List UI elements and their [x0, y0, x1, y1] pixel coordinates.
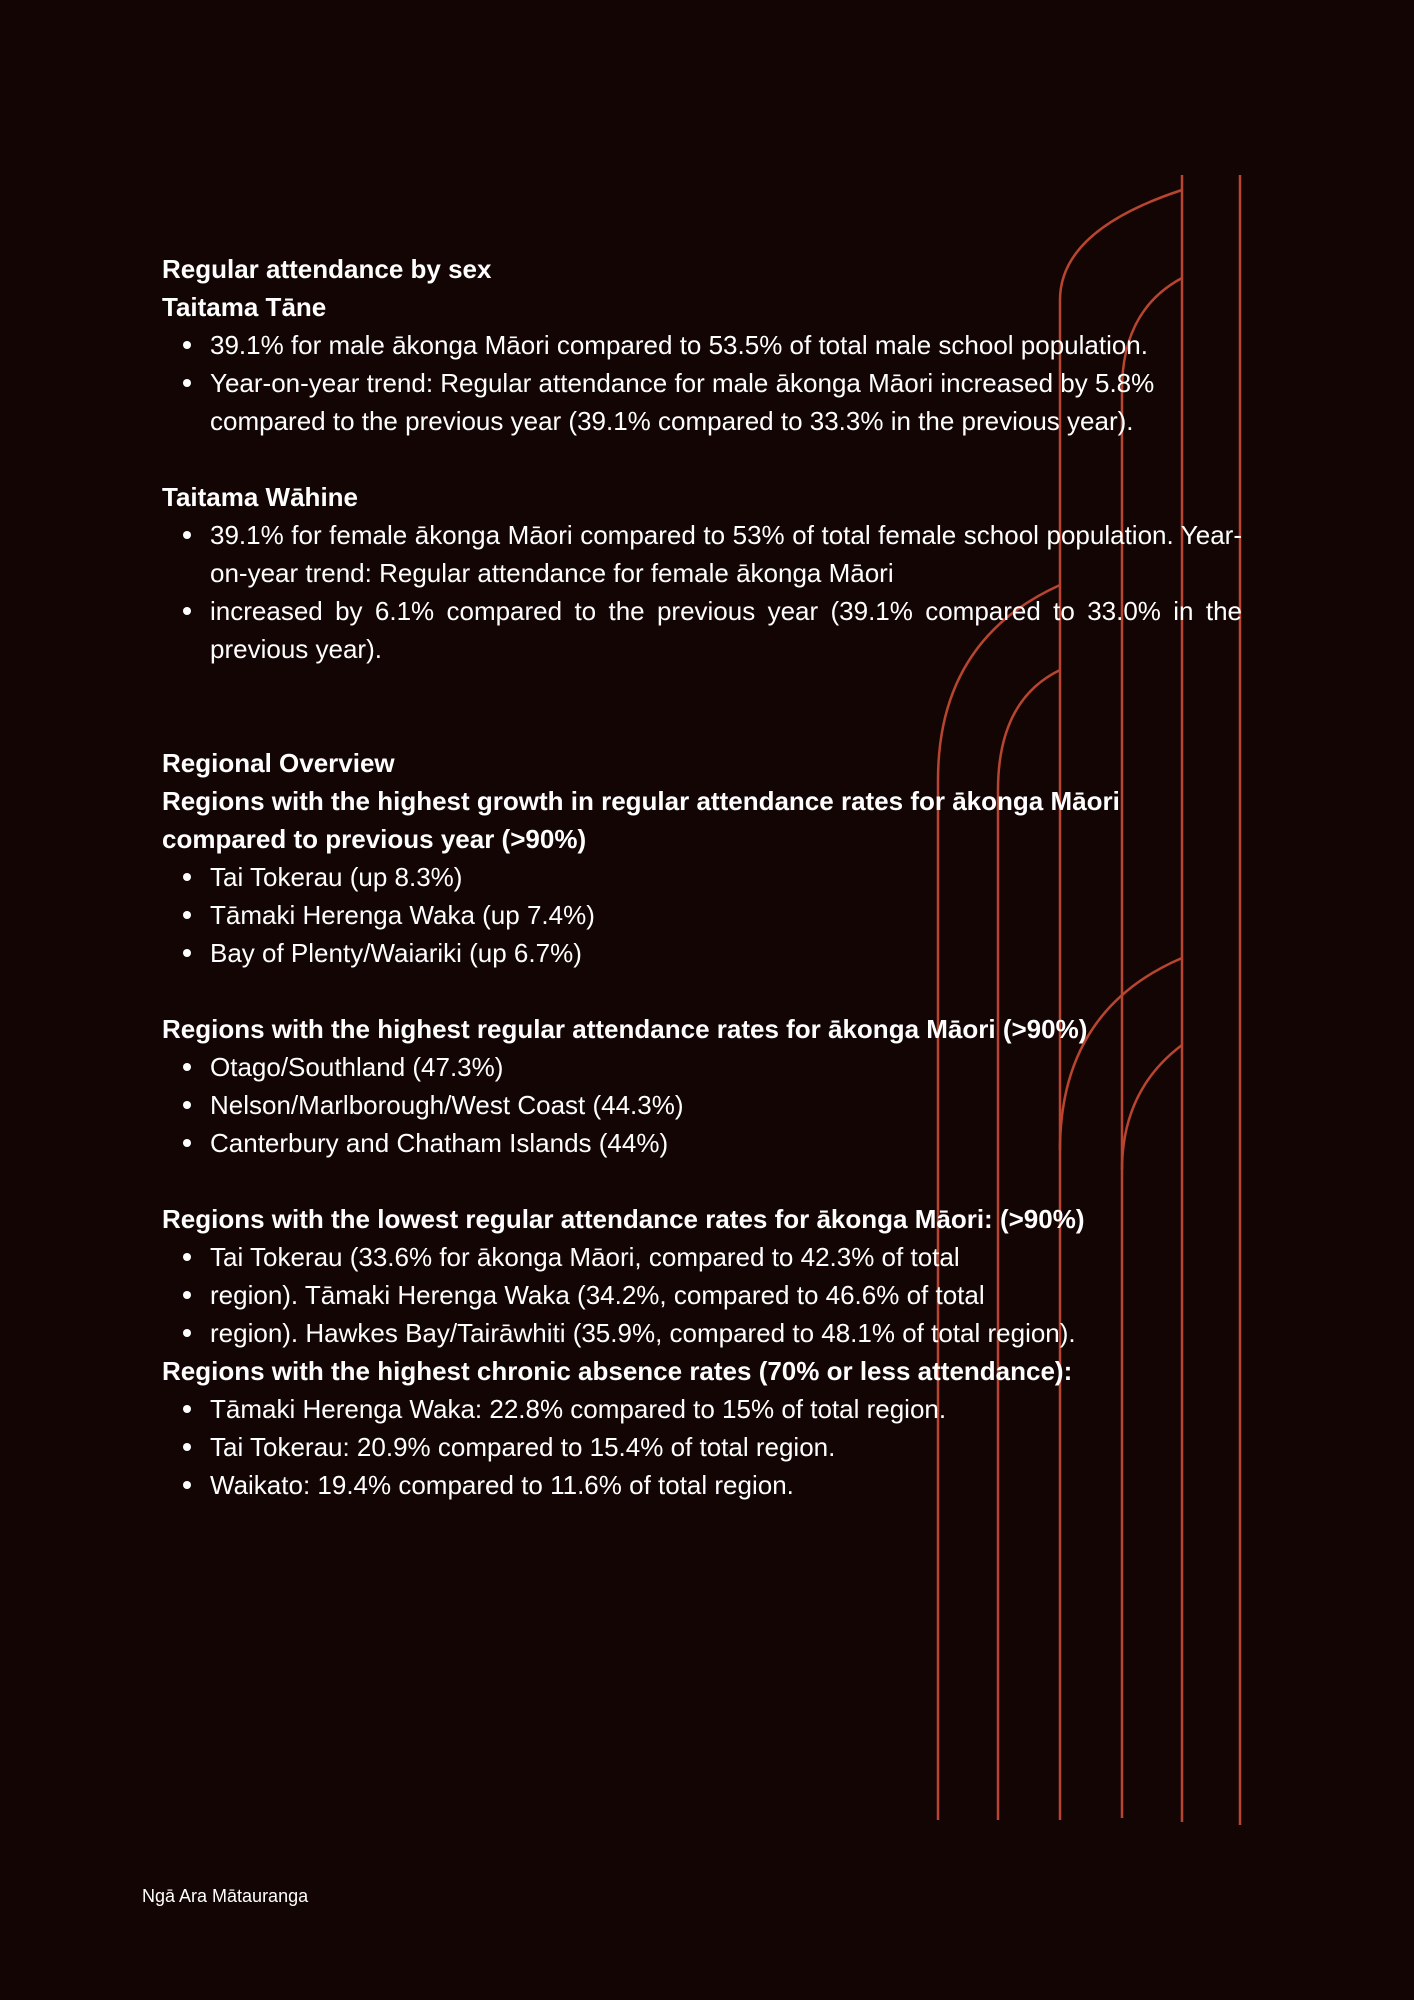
list-item: Year-on-year trend: Regular attendance for male ākonga Māori increased by 5.8% compared to the previous year (39.1% compared to 33.3% in the previous year).: [162, 364, 1242, 440]
regional-overview-heading: Regional Overview: [162, 748, 395, 778]
list-item: Tai Tokerau (33.6% for ākonga Māori, compared to 42.3% of total: [162, 1238, 1162, 1276]
lowest-list: [162, 1238, 1162, 1352]
list-item: Tāmaki Herenga Waka: 22.8% compared to 15% of total region.: [162, 1390, 1242, 1428]
main-content: [162, 250, 1242, 1504]
list-item: Bay of Plenty/Waiariki (up 6.7%): [162, 934, 1242, 972]
list-item: region). Hawkes Bay/Tairāwhiti (35.9%, compared to 48.1% of total region).: [162, 1314, 1162, 1352]
list-item: 39.1% for female ākonga Māori compared to 53% of total female school population. Year-on-year trend: Regular attendance for female ākonga Māori: [162, 516, 1242, 592]
highest-list: [162, 1048, 1242, 1162]
wahine-heading: Taitama Wāhine: [162, 482, 359, 512]
list-item: increased by 6.1% compared to the previous year (39.1% compared to 33.0% in the previous year).: [162, 592, 1242, 668]
list-item: Waikato: 19.4% compared to 11.6% of total region.: [162, 1466, 1242, 1504]
list-item: 39.1% for male ākonga Māori compared to 53.5% of total male school population.: [162, 326, 1242, 364]
list-item: Tai Tokerau: 20.9% compared to 15.4% of total region.: [162, 1428, 1242, 1466]
list-item: region). Tāmaki Herenga Waka (34.2%, compared to 46.6% of total: [162, 1276, 1162, 1314]
tane-list: [162, 326, 1242, 440]
lowest-heading: Regions with the lowest regular attendance rates for ākonga Māori: (>90%): [162, 1204, 1085, 1234]
list-item: Tāmaki Herenga Waka (up 7.4%): [162, 896, 1242, 934]
highest-heading: Regions with the highest regular attendance rates for ākonga Māori (>90%): [162, 1014, 1088, 1044]
list-item: Canterbury and Chatham Islands (44%): [162, 1124, 1242, 1162]
wahine-list: [162, 516, 1242, 668]
sex-section-heading: Regular attendance by sex: [162, 254, 492, 284]
list-item: Nelson/Marlborough/West Coast (44.3%): [162, 1086, 1242, 1124]
chronic-list: [162, 1390, 1242, 1504]
list-item: Tai Tokerau (up 8.3%): [162, 858, 1242, 896]
growth-list: [162, 858, 1242, 972]
list-item: Otago/Southland (47.3%): [162, 1048, 1242, 1086]
chronic-heading: Regions with the highest chronic absence rates (70% or less attendance):: [162, 1356, 1073, 1386]
footer-text: Ngā Ara Mātauranga: [142, 1886, 309, 1906]
tane-heading: Taitama Tāne: [162, 292, 327, 322]
growth-heading: Regions with the highest growth in regular attendance rates for ākonga Māori compared to previous year (>90%): [162, 786, 1120, 854]
